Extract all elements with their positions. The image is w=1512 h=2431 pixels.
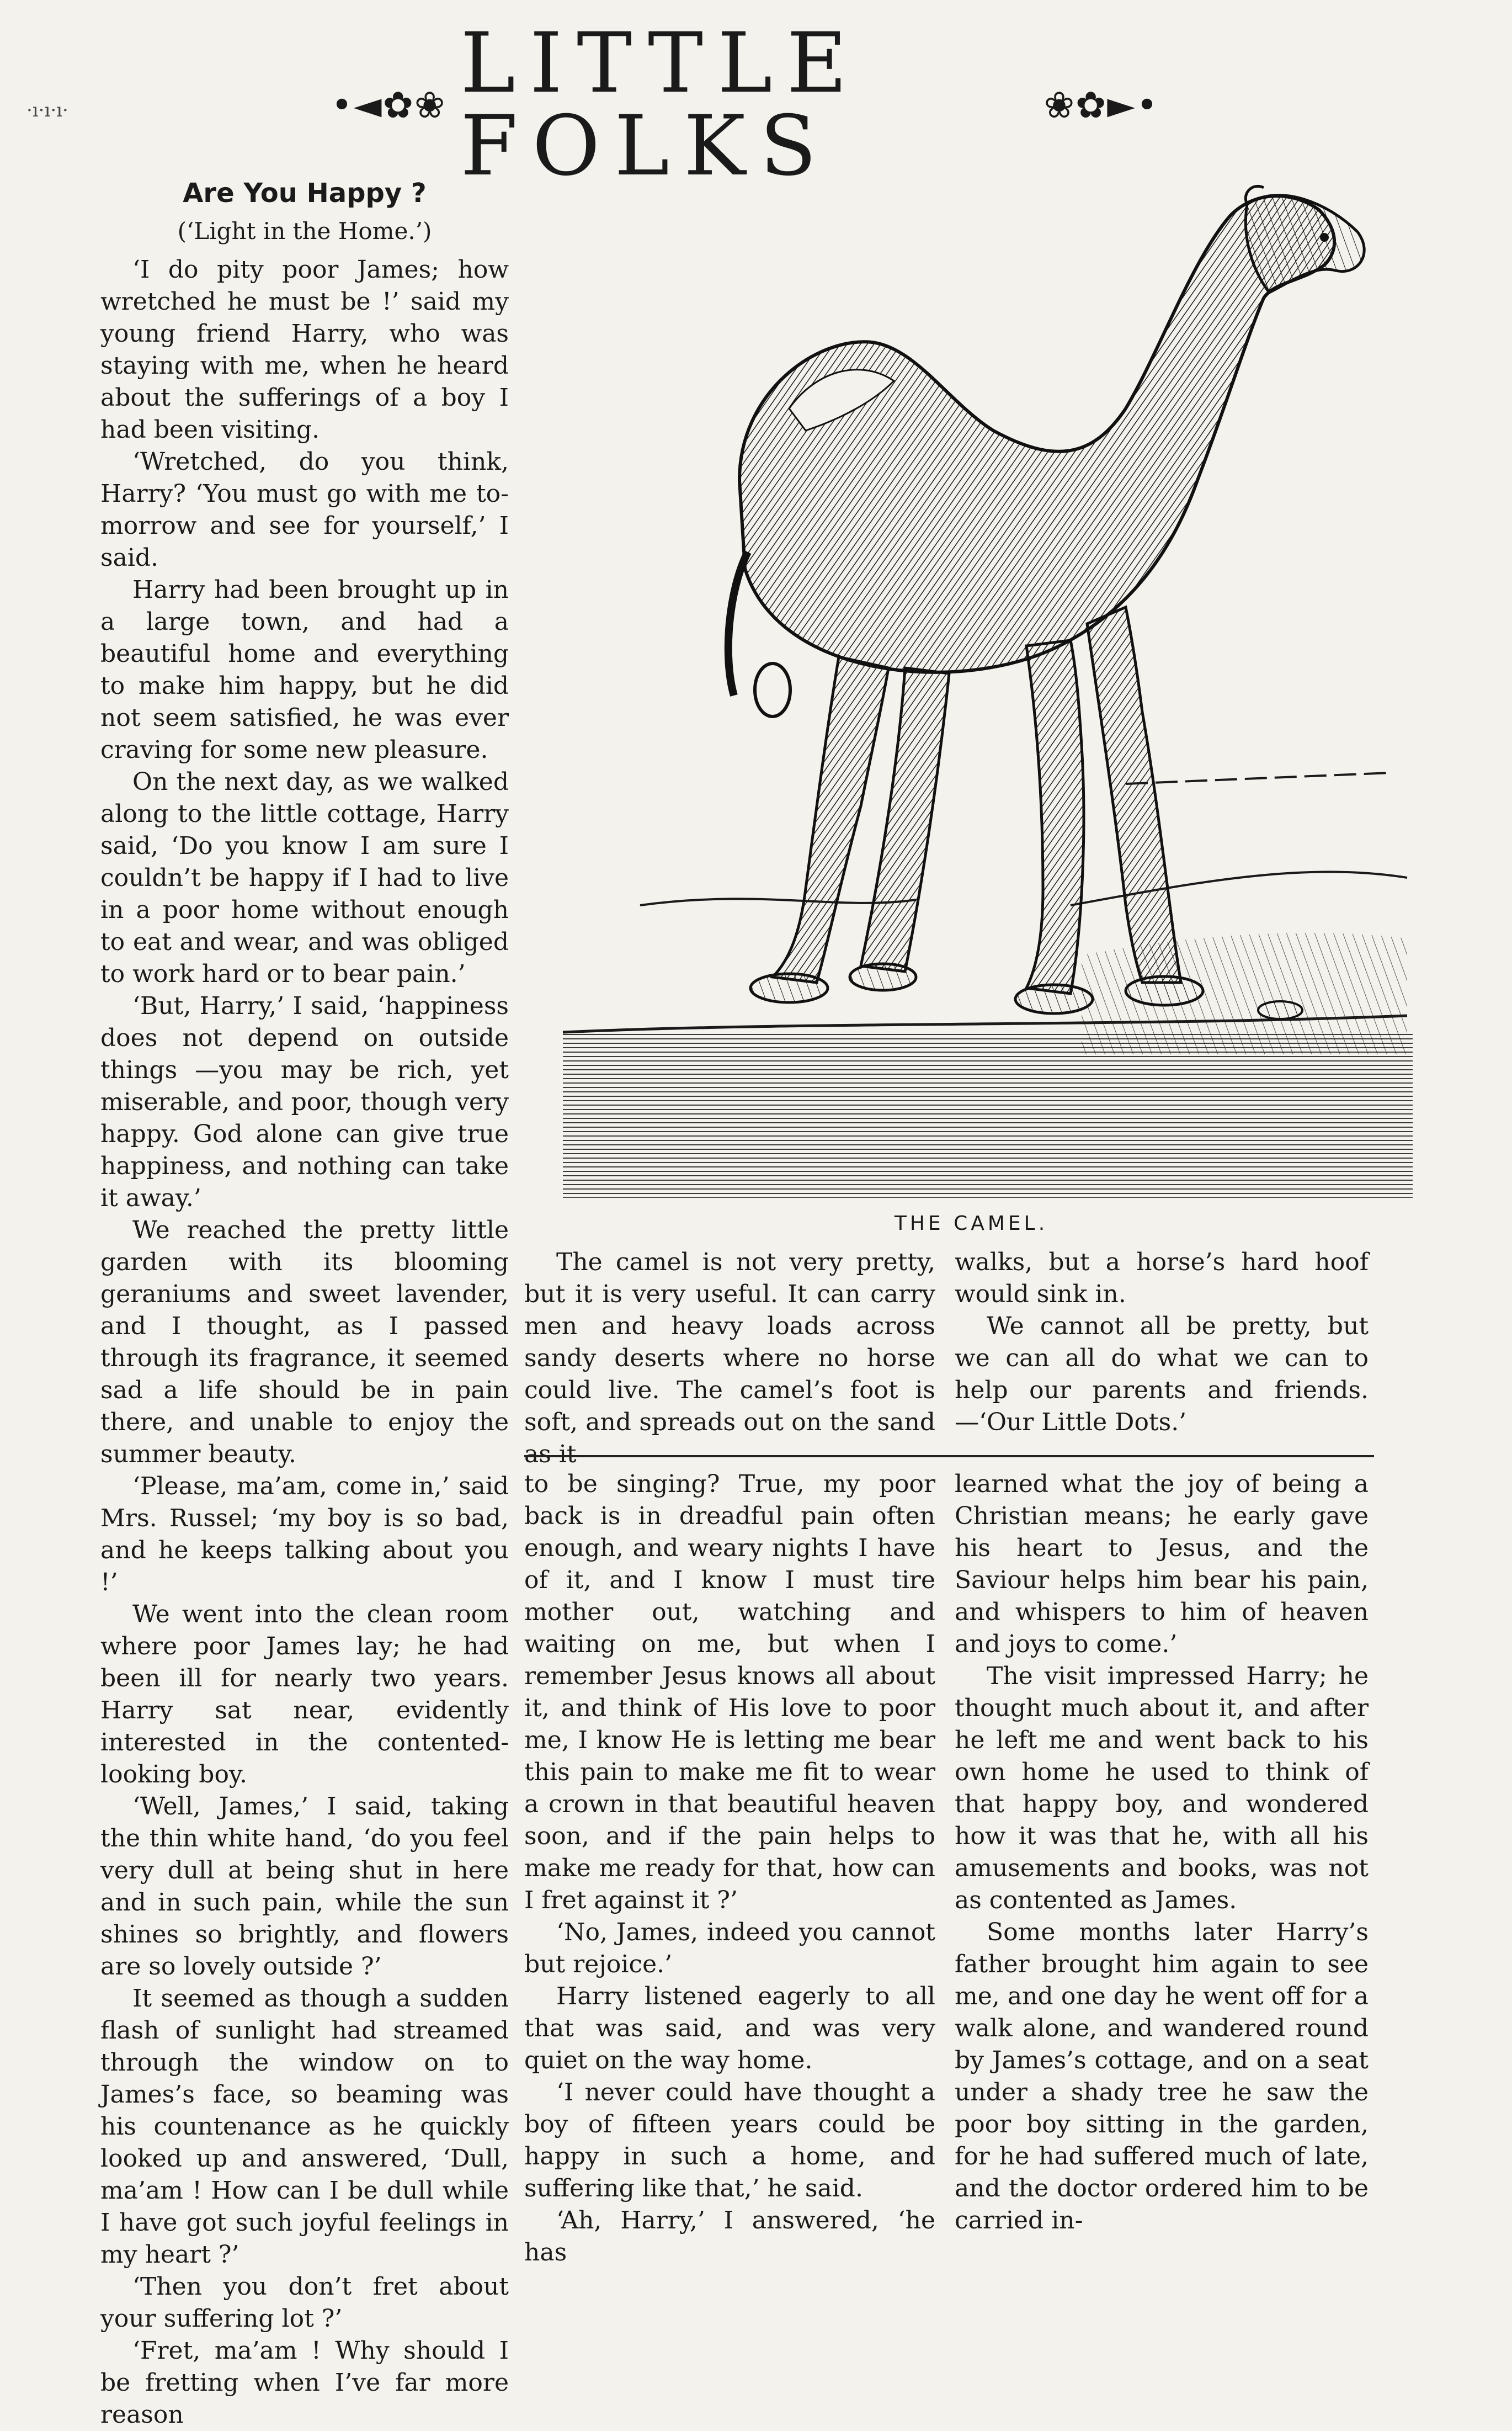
story-left-column: [100, 176, 509, 2431]
paragraph: Harry listened eagerly to all that was said, and was very quiet on the way home.: [524, 1982, 935, 2074]
camel-illustration: [530, 171, 1413, 1220]
paragraph: ‘Wretched, do you think, Harry? ‘You must go with me to-morrow and see for yourself,’ I said.: [100, 448, 509, 572]
camel-text-column-a: [524, 1246, 935, 1471]
masthead-title: LITTLE FOLKS: [460, 15, 862, 194]
left-ornament: •◄✿❀: [331, 83, 446, 126]
paragraph: to be singing? True, my poor back is in dreadful pain often enough, and weary nights I have of it, and I know I must tire mother out, watching and waiting on me, but when I remember Jesus knows all about it, and think of His love to poor me, I know He is letting me bear this pain to make me fit to wear a crown in that beautiful heaven soon, and if the pain helps to make me ready for that, how can I fret against it ?’: [524, 1470, 935, 1914]
paragraph: ‘Then you don’t fret about your suffering lot ?’: [100, 2273, 509, 2333]
paragraph: We went into the clean room where poor James lay; he had been ill for nearly two years. Harry sat near, evidently interested in the contented-looking boy.: [100, 1600, 509, 1788]
paragraph: walks, but a horse’s hard hoof would sink in.: [955, 1248, 1369, 1308]
margin-mark: ·ı·ı·ı·: [26, 99, 68, 121]
story-title: Are You Happy ?: [183, 178, 427, 209]
story-source: (‘Light in the Home.’): [177, 217, 432, 245]
paragraph: learned what the joy of being a Christian means; he early gave his heart to Jesus, and the Saviour helps him bear his pain, and whispers to him of heaven and joys to come.’: [955, 1470, 1369, 1658]
paragraph: ‘Well, James,’ I said, taking the thin white hand, ‘do you feel very dull at being shut in here and in such pain, while the sun shines so brightly, and flowers are so lovely outside ?’: [100, 1792, 509, 1981]
paragraph: ‘Fret, ma’am ! Why should I be fretting when I’ve far more reason: [100, 2337, 509, 2429]
camel-text-column-b: [955, 1246, 1369, 1439]
paragraph: We reached the pretty little garden with its blooming geraniums and sweet lavender, and I thought, as I passed through its fragrance, it seemed sad a life should be in pain there, and unable to enjoy the summer beauty.: [100, 1216, 509, 1468]
paragraph: ‘I do pity poor James; how wretched he must be !’ said my young friend Harry, who was staying with me, when he heard about the sufferings of a boy I had been visiting.: [100, 256, 509, 444]
story-middle-column: [524, 1468, 935, 2269]
paragraph: It seemed as though a sudden flash of sunlight had streamed through the window on to James’s face, so beaming was his countenance as he quickly looked up and answered, ‘Dull, ma’am ! How can I be dull while I have got such joyful feelings in my heart ?’: [100, 1984, 509, 2269]
paragraph: Harry had been brought up in a large town, and had a beautiful home and everything to make him happy, but he did not seem satisfied, he was ever craving for some new pleasure.: [100, 576, 509, 764]
paragraph: ‘Please, ma’am, come in,’ said Mrs. Russel; ‘my boy is so bad, and he keeps talking about you !’: [100, 1472, 509, 1596]
paragraph: ‘But, Harry,’ I said, ‘happiness does not depend on outside things —you may be rich, yet miserable, and poor, though very happy. God alone can give true happiness, and nothing can take it away.’: [100, 992, 509, 1212]
illustration-caption: THE CAMEL.: [894, 1212, 1048, 1235]
right-ornament: ❀✿►•: [1044, 83, 1159, 126]
paragraph: The visit impressed Harry; he thought much about it, and after he left me and went back to his own home he used to think of that happy boy, and wondered how it was that he, with all his amusements and books, was not as contented as James.: [955, 1662, 1369, 1914]
section-divider: [524, 1455, 1374, 1457]
paragraph: We cannot all be pretty, but we can all do what we can to help our parents and friends.—‘Our Little Dots.’: [955, 1312, 1369, 1436]
paragraph: ‘Ah, Harry,’ I answered, ‘he has: [524, 2206, 935, 2267]
masthead: [331, 15, 1159, 194]
story-right-column: [955, 1468, 1369, 2237]
paragraph: ‘I never could have thought a boy of fifteen years could be happy in such a home, and suffering like that,’ he said.: [524, 2078, 935, 2202]
paragraph: The camel is not very pretty, but it is very useful. It can carry men and heavy loads across sandy deserts where no horse could live. The camel’s foot is soft, and spreads out on the sand as it: [524, 1248, 935, 1468]
paragraph: Some months later Harry’s father brought him again to see me, and one day he went off for a walk alone, and wandered round by James’s cottage, and on a seat under a shady tree he saw the poor boy sitting in the garden, for he had suffered much of late, and the doctor ordered him to be carried in-: [955, 1918, 1369, 2234]
paragraph: ‘No, James, indeed you cannot but rejoice.’: [524, 1918, 935, 1978]
paragraph: On the next day, as we walked along to the little cottage, Harry said, ‘Do you know I am sure I couldn’t be happy if I had to live in a poor home without enough to eat and wear, and was obliged to work hard or to bear pain.’: [100, 768, 509, 988]
